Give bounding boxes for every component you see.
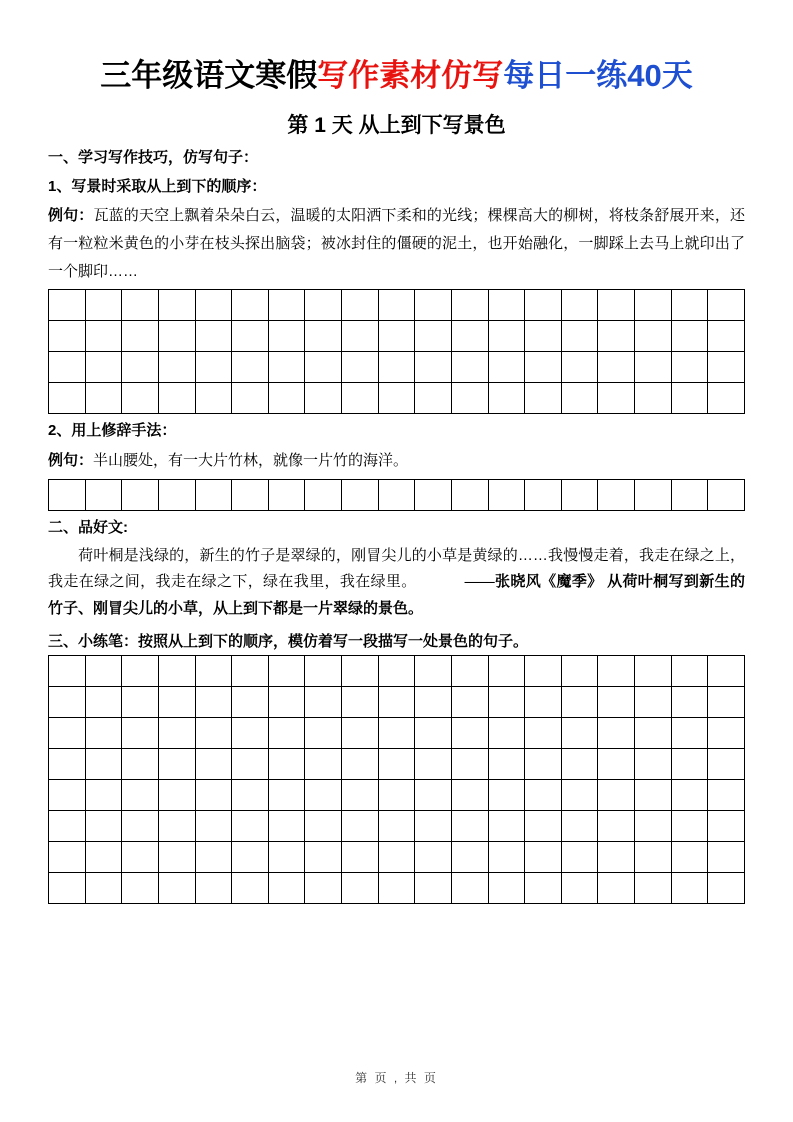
grid-cell[interactable]: [49, 321, 86, 352]
grid-cell[interactable]: [268, 352, 305, 383]
grid-cell[interactable]: [708, 748, 745, 779]
example-sentence-2: [48, 447, 745, 475]
grid-cell[interactable]: [561, 655, 598, 686]
grid-cell[interactable]: [342, 841, 379, 872]
grid-row: [49, 383, 745, 414]
grid-cell[interactable]: [122, 717, 159, 748]
grid-cell[interactable]: [85, 479, 122, 510]
grid-cell[interactable]: [415, 841, 452, 872]
grid-cell[interactable]: [378, 686, 415, 717]
grid-cell[interactable]: [451, 479, 488, 510]
grid-cell[interactable]: [561, 841, 598, 872]
grid-cell[interactable]: [451, 810, 488, 841]
grid-cell[interactable]: [671, 290, 708, 321]
good-text-source: ——张晓风《魔季》: [464, 574, 603, 591]
grid-cell[interactable]: [415, 872, 452, 903]
grid-cell[interactable]: [488, 841, 525, 872]
section-three-prompt: ：按照从上到下的顺序，模仿着写一段描写一处景色的句子。: [123, 632, 529, 650]
grid-cell[interactable]: [232, 717, 269, 748]
grid-cell[interactable]: [49, 810, 86, 841]
grid-cell[interactable]: [635, 655, 672, 686]
grid-cell[interactable]: [635, 479, 672, 510]
grid-cell[interactable]: [671, 872, 708, 903]
grid-cell[interactable]: [158, 779, 195, 810]
grid-cell[interactable]: [488, 352, 525, 383]
grid-cell[interactable]: [525, 872, 562, 903]
grid-cell[interactable]: [451, 686, 488, 717]
grid-cell[interactable]: [598, 383, 635, 414]
grid-cell[interactable]: [268, 321, 305, 352]
grid-cell[interactable]: [305, 779, 342, 810]
grid-cell[interactable]: [85, 383, 122, 414]
grid-cell[interactable]: [561, 479, 598, 510]
grid-cell[interactable]: [305, 383, 342, 414]
grid-cell[interactable]: [232, 810, 269, 841]
grid-cell[interactable]: [635, 686, 672, 717]
grid-cell[interactable]: [708, 779, 745, 810]
grid-cell[interactable]: [195, 810, 232, 841]
grid-cell[interactable]: [561, 872, 598, 903]
grid-cell[interactable]: [671, 479, 708, 510]
writing-grid-1[interactable]: [48, 289, 745, 414]
grid-cell[interactable]: [195, 686, 232, 717]
example-text-2: 半山腰处，有一大片竹林，就像一片竹的海洋。: [93, 451, 409, 469]
grid-cell[interactable]: [671, 717, 708, 748]
grid-cell[interactable]: [561, 352, 598, 383]
grid-cell[interactable]: [122, 748, 159, 779]
grid-row: [49, 686, 745, 717]
grid-cell[interactable]: [85, 779, 122, 810]
grid-cell[interactable]: [122, 352, 159, 383]
grid-cell[interactable]: [232, 655, 269, 686]
grid-row: [49, 779, 745, 810]
grid-cell[interactable]: [561, 748, 598, 779]
grid-cell[interactable]: [85, 810, 122, 841]
grid-cell[interactable]: [122, 383, 159, 414]
grid-cell[interactable]: [49, 479, 86, 510]
title-segment-black: 三年级语文寒假: [100, 58, 318, 93]
grid-cell[interactable]: [525, 810, 562, 841]
grid-cell[interactable]: [525, 290, 562, 321]
grid-cell[interactable]: [488, 655, 525, 686]
grid-cell[interactable]: [635, 321, 672, 352]
grid-cell[interactable]: [415, 686, 452, 717]
grid-cell[interactable]: [635, 717, 672, 748]
grid-row: [49, 321, 745, 352]
grid-cell[interactable]: [158, 717, 195, 748]
grid-cell[interactable]: [451, 290, 488, 321]
grid-cell[interactable]: [158, 479, 195, 510]
grid-cell[interactable]: [378, 841, 415, 872]
grid-cell[interactable]: [232, 841, 269, 872]
grid-cell[interactable]: [598, 748, 635, 779]
grid-cell[interactable]: [378, 321, 415, 352]
grid-cell[interactable]: [488, 810, 525, 841]
grid-cell[interactable]: [122, 479, 159, 510]
grid-cell[interactable]: [305, 321, 342, 352]
grid-cell[interactable]: [232, 872, 269, 903]
section-one-sub-heading-1: 1、写景时采取从上到下的顺序：: [48, 177, 267, 195]
title-segment-blue: 每日一练40天: [503, 58, 693, 93]
grid-cell[interactable]: [378, 748, 415, 779]
title-segment-red: 写作素材仿写: [317, 58, 504, 93]
grid-cell[interactable]: [451, 779, 488, 810]
grid-cell[interactable]: [49, 717, 86, 748]
grid-cell[interactable]: [342, 321, 379, 352]
grid-cell[interactable]: [122, 810, 159, 841]
grid-cell[interactable]: [232, 383, 269, 414]
grid-cell[interactable]: [561, 810, 598, 841]
grid-cell[interactable]: [305, 479, 342, 510]
grid-cell[interactable]: [451, 352, 488, 383]
grid-cell[interactable]: [415, 321, 452, 352]
grid-row: [49, 872, 745, 903]
grid-cell[interactable]: [49, 841, 86, 872]
grid-cell[interactable]: [378, 717, 415, 748]
grid-cell[interactable]: [598, 717, 635, 748]
grid-cell[interactable]: [525, 779, 562, 810]
grid-cell[interactable]: [635, 841, 672, 872]
grid-cell[interactable]: [415, 810, 452, 841]
grid-cell[interactable]: [598, 321, 635, 352]
grid-cell[interactable]: [598, 779, 635, 810]
grid-cell[interactable]: [85, 290, 122, 321]
grid-cell[interactable]: [488, 686, 525, 717]
grid-cell[interactable]: [49, 779, 86, 810]
example-label-2: 例句：: [48, 451, 94, 469]
section-two-heading: 二、品好文:: [48, 518, 128, 536]
grid-cell[interactable]: [85, 748, 122, 779]
grid-cell[interactable]: [268, 655, 305, 686]
grid-cell[interactable]: [268, 810, 305, 841]
grid-cell[interactable]: [708, 655, 745, 686]
grid-cell[interactable]: [488, 321, 525, 352]
grid-cell[interactable]: [671, 352, 708, 383]
grid-cell[interactable]: [85, 321, 122, 352]
grid-row: [49, 748, 745, 779]
grid-cell[interactable]: [708, 841, 745, 872]
grid-cell[interactable]: [122, 655, 159, 686]
grid-cell[interactable]: [635, 810, 672, 841]
grid-cell[interactable]: [122, 872, 159, 903]
grid-cell[interactable]: [635, 290, 672, 321]
grid-cell[interactable]: [708, 321, 745, 352]
grid-cell[interactable]: [268, 872, 305, 903]
grid-cell[interactable]: [598, 352, 635, 383]
writing-grid-2[interactable]: [48, 479, 745, 511]
grid-cell[interactable]: [268, 748, 305, 779]
grid-cell[interactable]: [525, 479, 562, 510]
grid-cell[interactable]: [488, 479, 525, 510]
writing-grid-3[interactable]: [48, 655, 745, 904]
grid-cell[interactable]: [671, 779, 708, 810]
grid-cell[interactable]: [451, 655, 488, 686]
grid-cell[interactable]: [85, 841, 122, 872]
grid-cell[interactable]: [671, 383, 708, 414]
grid-cell[interactable]: [525, 352, 562, 383]
grid-cell[interactable]: [378, 383, 415, 414]
grid-cell[interactable]: [305, 810, 342, 841]
page-title: [48, 50, 745, 95]
page-footer: 第 页 , 共 页: [355, 1071, 438, 1085]
grid-cell[interactable]: [305, 717, 342, 748]
grid-cell[interactable]: [232, 686, 269, 717]
grid-cell[interactable]: [671, 686, 708, 717]
good-text-content: 荷叶桐是浅绿的，新生的竹子是翠绿的，刚冒尖儿的小草是黄绿的……我慢慢走着，我走在绿之上，我走在绿之间，我走在绿之下，绿在我里，我在绿里。: [48, 547, 745, 591]
grid-cell[interactable]: [195, 779, 232, 810]
grid-cell[interactable]: [525, 655, 562, 686]
grid-cell[interactable]: [232, 779, 269, 810]
grid-cell[interactable]: [708, 810, 745, 841]
grid-cell[interactable]: [305, 841, 342, 872]
grid-cell[interactable]: [415, 479, 452, 510]
grid-cell[interactable]: [378, 479, 415, 510]
grid-cell[interactable]: [598, 290, 635, 321]
example-text-1: 瓦蓝的天空上飘着朵朵白云，温暖的太阳洒下柔和的光线；棵棵高大的柳树，将枝条舒展开来，还有一粒粒米黄色的小芽在枝头探出脑袋；被冰封住的僵硬的泥土，也开始融化，一脚踩上去马上就印出了一个脚印……: [48, 207, 745, 280]
grid-cell[interactable]: [598, 655, 635, 686]
grid-cell[interactable]: [268, 479, 305, 510]
grid-cell[interactable]: [158, 748, 195, 779]
grid-cell[interactable]: [671, 810, 708, 841]
grid-cell[interactable]: [305, 290, 342, 321]
grid-cell[interactable]: [708, 352, 745, 383]
grid-cell[interactable]: [158, 872, 195, 903]
grid-cell[interactable]: [525, 748, 562, 779]
grid-cell[interactable]: [232, 479, 269, 510]
grid-cell[interactable]: [268, 290, 305, 321]
grid-cell[interactable]: [525, 383, 562, 414]
grid-cell[interactable]: [451, 717, 488, 748]
grid-row: [49, 352, 745, 383]
grid-cell[interactable]: [85, 686, 122, 717]
grid-cell[interactable]: [268, 686, 305, 717]
grid-cell[interactable]: [85, 872, 122, 903]
grid-cell[interactable]: [598, 872, 635, 903]
grid-cell[interactable]: [671, 841, 708, 872]
good-text-note: 从荷叶桐写到新生的竹子、刚冒尖儿的小草，从上到下都是一片翠绿的景色。: [48, 574, 745, 617]
grid-cell[interactable]: [49, 352, 86, 383]
example-sentence-1: [48, 202, 745, 285]
section-one-sub-heading-2: 2、用上修辞手法：: [48, 422, 177, 440]
grid-cell[interactable]: [195, 352, 232, 383]
grid-cell[interactable]: [635, 748, 672, 779]
grid-row: [49, 841, 745, 872]
grid-cell[interactable]: [488, 383, 525, 414]
grid-cell[interactable]: [451, 383, 488, 414]
grid-cell[interactable]: [488, 748, 525, 779]
grid-cell[interactable]: [342, 290, 379, 321]
grid-cell[interactable]: [415, 352, 452, 383]
grid-cell[interactable]: [342, 479, 379, 510]
grid-cell[interactable]: [598, 686, 635, 717]
grid-cell[interactable]: [378, 872, 415, 903]
grid-cell[interactable]: [195, 290, 232, 321]
grid-cell[interactable]: [451, 748, 488, 779]
grid-cell[interactable]: [598, 810, 635, 841]
grid-cell[interactable]: [158, 383, 195, 414]
grid-cell[interactable]: [451, 321, 488, 352]
grid-cell[interactable]: [268, 383, 305, 414]
grid-cell[interactable]: [708, 717, 745, 748]
grid-cell[interactable]: [342, 779, 379, 810]
grid-cell[interactable]: [268, 717, 305, 748]
grid-cell[interactable]: [195, 321, 232, 352]
grid-cell[interactable]: [561, 779, 598, 810]
grid-cell[interactable]: [122, 321, 159, 352]
grid-cell[interactable]: [561, 717, 598, 748]
grid-cell[interactable]: [635, 779, 672, 810]
grid-cell[interactable]: [232, 352, 269, 383]
grid-cell[interactable]: [525, 686, 562, 717]
grid-cell[interactable]: [305, 655, 342, 686]
grid-cell[interactable]: [708, 686, 745, 717]
grid-cell[interactable]: [122, 290, 159, 321]
grid-cell[interactable]: [158, 321, 195, 352]
grid-cell[interactable]: [49, 383, 86, 414]
grid-cell[interactable]: [342, 810, 379, 841]
grid-cell[interactable]: [671, 748, 708, 779]
grid-cell[interactable]: [305, 686, 342, 717]
grid-cell[interactable]: [305, 352, 342, 383]
grid-cell[interactable]: [415, 717, 452, 748]
grid-cell[interactable]: [85, 717, 122, 748]
grid-cell[interactable]: [195, 655, 232, 686]
grid-cell[interactable]: [415, 383, 452, 414]
grid-cell[interactable]: [561, 321, 598, 352]
grid-cell[interactable]: [598, 479, 635, 510]
grid-cell[interactable]: [342, 383, 379, 414]
grid-cell[interactable]: [378, 810, 415, 841]
grid-cell[interactable]: [708, 383, 745, 414]
grid-cell[interactable]: [708, 872, 745, 903]
grid-row: [49, 290, 745, 321]
grid-cell[interactable]: [415, 779, 452, 810]
grid-cell[interactable]: [268, 841, 305, 872]
good-text-body: [48, 543, 745, 622]
grid-cell[interactable]: [378, 655, 415, 686]
grid-cell[interactable]: [525, 717, 562, 748]
grid-cell[interactable]: [158, 290, 195, 321]
grid-cell[interactable]: [85, 352, 122, 383]
grid-cell[interactable]: [122, 686, 159, 717]
grid-cell[interactable]: [158, 841, 195, 872]
grid-cell[interactable]: [378, 290, 415, 321]
grid-cell[interactable]: [342, 655, 379, 686]
day-heading: 第 1 天 从上到下写景色: [287, 114, 506, 137]
grid-row: [49, 717, 745, 748]
section-three-label: 三、小练笔: [48, 632, 124, 650]
grid-cell[interactable]: [122, 841, 159, 872]
section-one-heading: 一、学习写作技巧，仿写句子：: [48, 149, 259, 166]
grid-cell[interactable]: [598, 841, 635, 872]
grid-cell[interactable]: [85, 655, 122, 686]
grid-cell[interactable]: [342, 686, 379, 717]
grid-cell[interactable]: [708, 290, 745, 321]
grid-cell[interactable]: [342, 717, 379, 748]
grid-cell[interactable]: [451, 841, 488, 872]
grid-cell[interactable]: [342, 748, 379, 779]
grid-cell[interactable]: [671, 321, 708, 352]
grid-cell[interactable]: [561, 686, 598, 717]
grid-cell[interactable]: [488, 779, 525, 810]
example-label-1: 例句：: [48, 207, 94, 224]
grid-cell[interactable]: [525, 321, 562, 352]
section-three-heading: [48, 630, 745, 651]
grid-cell[interactable]: [49, 686, 86, 717]
grid-cell[interactable]: [195, 748, 232, 779]
grid-cell[interactable]: [378, 779, 415, 810]
grid-cell[interactable]: [195, 383, 232, 414]
grid-cell[interactable]: [415, 748, 452, 779]
grid-cell[interactable]: [415, 290, 452, 321]
grid-cell[interactable]: [415, 655, 452, 686]
grid-row: [49, 655, 745, 686]
grid-cell[interactable]: [195, 479, 232, 510]
grid-cell[interactable]: [635, 872, 672, 903]
grid-cell[interactable]: [378, 352, 415, 383]
grid-cell[interactable]: [488, 872, 525, 903]
grid-cell[interactable]: [561, 290, 598, 321]
grid-cell[interactable]: [342, 872, 379, 903]
grid-cell[interactable]: [305, 872, 342, 903]
grid-cell[interactable]: [305, 748, 342, 779]
grid-cell[interactable]: [671, 655, 708, 686]
grid-cell[interactable]: [232, 321, 269, 352]
grid-cell[interactable]: [195, 841, 232, 872]
grid-cell[interactable]: [158, 655, 195, 686]
grid-cell[interactable]: [635, 383, 672, 414]
grid-cell[interactable]: [561, 383, 598, 414]
grid-cell[interactable]: [525, 841, 562, 872]
grid-cell[interactable]: [342, 352, 379, 383]
grid-cell[interactable]: [268, 779, 305, 810]
grid-cell[interactable]: [158, 810, 195, 841]
grid-cell[interactable]: [195, 872, 232, 903]
grid-cell[interactable]: [195, 717, 232, 748]
grid-row: [49, 479, 745, 510]
grid-cell[interactable]: [49, 290, 86, 321]
grid-cell[interactable]: [232, 290, 269, 321]
grid-cell[interactable]: [451, 872, 488, 903]
grid-cell[interactable]: [158, 352, 195, 383]
grid-cell[interactable]: [488, 717, 525, 748]
grid-cell[interactable]: [122, 779, 159, 810]
grid-cell[interactable]: [488, 290, 525, 321]
grid-cell[interactable]: [635, 352, 672, 383]
grid-cell[interactable]: [232, 748, 269, 779]
grid-cell[interactable]: [49, 655, 86, 686]
grid-cell[interactable]: [49, 748, 86, 779]
grid-row: [49, 810, 745, 841]
grid-cell[interactable]: [708, 479, 745, 510]
grid-cell[interactable]: [158, 686, 195, 717]
grid-cell[interactable]: [49, 872, 86, 903]
